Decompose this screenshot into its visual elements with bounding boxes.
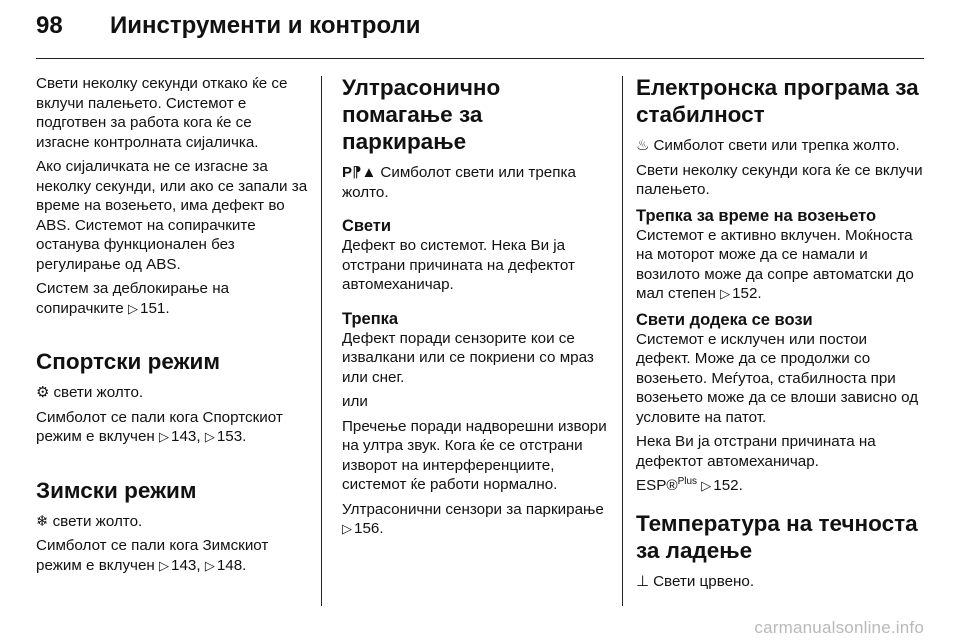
parking-assist-heading: Ултрасонично помагање за паркирање (342, 75, 501, 154)
sport-mode-ref-2: 153. (216, 428, 247, 445)
esp-driving-text: Системот е исклучен или постои дефект. Може да се продолжи со возењето. Меѓутоа, стабилноста при возењето може да се влоши зависно од условите на патот. (636, 330, 919, 426)
parking-sensors-ref: 156. (354, 520, 384, 537)
sport-mode-status-text: свети жолто. (53, 384, 144, 401)
reference-arrow-icon: ▷ (128, 300, 138, 316)
esp-ref: 152. (713, 477, 743, 494)
esp-label: ESP® (636, 477, 678, 494)
esp-flash-paragraph (636, 226, 924, 304)
parking-interference-text: Пречење поради надворешни извори на ултра звук. Кога ќе се отстрани изворот на интерференциите, системот ќе работи нормално. (342, 417, 607, 493)
reference-arrow-icon: ▷ (159, 429, 170, 444)
column-1 (36, 74, 308, 580)
watermark: carmanualsonline.info (754, 618, 924, 637)
esp-intro-text: Симболот свети или трепка жолто. (653, 137, 900, 154)
reference-arrow-icon: ▷ (720, 286, 731, 301)
coolant-temperature-icon: ⊥ (636, 572, 650, 590)
winter-mode-ref-1: 143, (171, 556, 201, 574)
parking-on-heading: Свети (342, 217, 392, 235)
parking-or-text: или (342, 393, 368, 410)
parking-flash-heading: Трепка (342, 309, 399, 328)
column-3 (636, 74, 924, 596)
reference-arrow-icon: ▷ (159, 557, 170, 573)
reference-arrow-icon: ▷ (204, 429, 215, 444)
esp-ignition-text: Свети неколку секунди кога ќе се вклучи палењето. (636, 161, 923, 198)
sport-mode-ref-1: 143, (171, 428, 201, 445)
column-divider-2 (622, 76, 623, 606)
parking-assist-intro-text: Симболот свети или трепка жолто. (342, 164, 576, 201)
coolant-temperature-status (636, 572, 924, 592)
winter-mode-heading: Зимски режим (36, 477, 197, 503)
header-divider (36, 58, 924, 59)
parking-flash-text: Дефект поради сензорите кои се извалкани или се покриени со мраз или снег. (342, 329, 594, 386)
esp-sup: Plus (677, 475, 698, 487)
parking-assist-icon: P⁋▲ (342, 164, 377, 181)
esp-heading: Електронска програма за стабилност (636, 75, 919, 127)
snowflake-icon: ❄ (36, 512, 49, 530)
column-2 (342, 74, 612, 544)
sport-mode-status (36, 383, 308, 403)
winter-mode-ref-2: 148. (216, 556, 247, 574)
reference-arrow-icon: ▷ (701, 478, 712, 493)
parking-on-text: Дефект во системот. Нека Ви ја отстрани причината на дефектот автомеханичар. (342, 237, 575, 293)
skidding-car-icon: ♨ (636, 137, 650, 154)
winter-mode-paragraph (36, 536, 308, 575)
abs-paragraph-2: Ако сијаличката не се изгасне за неколку секунди, или ако се запали за време на возењето, има дефект во ABS. Системот на сопирачките останува функционален без регулирање од ABS. (36, 158, 308, 273)
coolant-temperature-heading: Температура на течноста за ладење (636, 510, 918, 563)
winter-mode-text: Симболот се пали кога Зимскиот режим е вклучен (36, 537, 269, 574)
esp-flash-ref: 152. (732, 285, 762, 302)
abs-paragraph-1: Свети неколку секунди откако ќе се вклучи палењето. Системот е подготвен за работа кога ќе се изгасне контролната сијаличка. (36, 75, 288, 151)
column-divider-1 (321, 76, 322, 606)
sport-mode-heading: Спортски режим (36, 349, 220, 374)
brake-release-paragraph (36, 279, 308, 318)
esp-repair-text: Нека Ви ја отстрани причината на дефектот автомеханичар. (636, 433, 876, 470)
brake-release-ref: 151. (140, 299, 170, 317)
esp-driving-heading: Свети додека се вози (636, 310, 813, 329)
coolant-temperature-text: Свети црвено. (653, 572, 755, 590)
page-header (36, 12, 421, 52)
winter-mode-status-text: свети жолто. (52, 512, 143, 530)
parking-sensors-paragraph (342, 500, 612, 539)
sport-mode-text: Симболот се пали кога Спортскиот режим е вклучен (36, 408, 283, 445)
page-title: Иинструменти и контроли (110, 12, 421, 39)
page-number: 98 (36, 12, 63, 39)
parking-sensors-text: Ултрасонични сензори за паркирање (342, 500, 604, 518)
brake-release-text: Систем за деблокирање на сопирачките (36, 280, 230, 317)
parking-assist-intro (342, 163, 612, 202)
reference-arrow-icon: ▷ (342, 521, 352, 536)
esp-flash-text: Системот е активно вклучен. Моќноста на моторот може да се намали и возилото може да сопре автоматски до мал степен (636, 226, 914, 302)
esp-flash-heading: Трепка за време на возењето (636, 206, 877, 225)
reference-arrow-icon: ▷ (204, 557, 215, 573)
sport-mode-paragraph (36, 408, 308, 447)
esp-intro (636, 136, 924, 156)
sport-mode-icon: ⚙ (36, 384, 50, 401)
winter-mode-status (36, 512, 308, 532)
esp-plus-paragraph (636, 476, 924, 496)
